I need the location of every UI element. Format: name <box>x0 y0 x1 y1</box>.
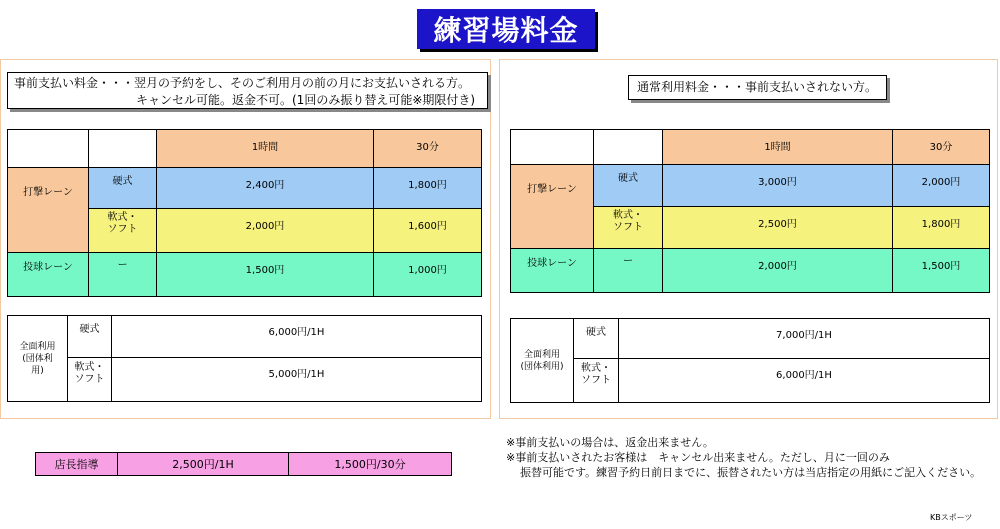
footer-brand: KBスポーツ <box>930 513 973 522</box>
prepaid-desc-line2: キャンセル可能。返金不可。(1回のみ振り替え可能※期限付き) <box>136 93 476 107</box>
coaching-half-price: 1,500円/30分 <box>289 453 452 476</box>
price-cell: 1,000円 <box>374 253 482 297</box>
lane-batting: 打撃レーン <box>8 168 89 253</box>
type-none: ー <box>594 249 663 293</box>
coaching-label: 店長指導 <box>36 453 118 476</box>
note-line: ※事前支払いされたお客様は キャンセル出来ません。ただし、月に一回のみ <box>506 451 890 464</box>
header-30min: 30分 <box>893 130 990 165</box>
notes <box>506 435 981 480</box>
page-title: 練習場料金 <box>417 9 595 49</box>
full-use-label: 全面利用 (団体利 用) <box>8 316 68 402</box>
header-blank <box>8 130 89 168</box>
regular-description: 通常利用料金・・・事前支払いされない方。 <box>628 75 887 100</box>
full-price: 6,000円/1H <box>619 359 990 403</box>
prepaid-full-use-table <box>7 315 482 402</box>
full-use-label: 全面利用 (団体利用) <box>511 319 574 403</box>
price-cell: 1,500円 <box>157 253 374 297</box>
full-price: 7,000円/1H <box>619 319 990 359</box>
coaching-hour-price: 2,500円/1H <box>118 453 289 476</box>
full-type-soft: 軟式・ ソフト <box>574 359 619 403</box>
full-price: 5,000円/1H <box>112 358 482 402</box>
header-blank <box>89 130 157 168</box>
header-1hour: 1時間 <box>663 130 893 165</box>
lane-pitching: 投球レーン <box>8 253 89 297</box>
price-cell: 2,400円 <box>157 168 374 209</box>
price-cell: 1,800円 <box>893 207 990 249</box>
type-soft: 軟式・ ソフト <box>89 209 157 253</box>
price-cell: 2,000円 <box>663 249 893 293</box>
lane-pitching: 投球レーン <box>511 249 594 293</box>
lane-batting: 打撃レーン <box>511 165 594 249</box>
full-type-hard: 硬式 <box>574 319 619 359</box>
regular-price-table <box>510 129 990 293</box>
note-line: ※事前支払いの場合は、返金出来ません。 <box>506 436 714 449</box>
header-blank <box>594 130 663 165</box>
note-line: 振替可能です。練習予約日前日までに、振替されたい方は当店指定の用紙にご記入ください。 <box>520 466 982 479</box>
price-cell: 3,000円 <box>663 165 893 207</box>
type-none: ー <box>89 253 157 297</box>
price-cell: 2,500円 <box>663 207 893 249</box>
price-cell: 2,000円 <box>893 165 990 207</box>
prepaid-desc-line1: 事前支払い料金・・・翌月の予約をし、そのご利用月の前の月にお支払いされる方。 <box>14 76 471 90</box>
full-price: 6,000円/1H <box>112 316 482 358</box>
header-blank <box>511 130 594 165</box>
price-cell: 1,500円 <box>893 249 990 293</box>
price-cell: 2,000円 <box>157 209 374 253</box>
type-hard: 硬式 <box>89 168 157 209</box>
full-type-hard: 硬式 <box>68 316 112 358</box>
type-hard: 硬式 <box>594 165 663 207</box>
full-type-soft: 軟式・ ソフト <box>68 358 112 402</box>
type-soft: 軟式・ ソフト <box>594 207 663 249</box>
price-cell: 1,600円 <box>374 209 482 253</box>
regular-full-use-table <box>510 318 990 403</box>
coaching-price-table <box>35 452 452 476</box>
header-30min: 30分 <box>374 130 482 168</box>
prepaid-description <box>7 72 488 109</box>
header-1hour: 1時間 <box>157 130 374 168</box>
prepaid-price-table <box>7 129 482 297</box>
price-cell: 1,800円 <box>374 168 482 209</box>
